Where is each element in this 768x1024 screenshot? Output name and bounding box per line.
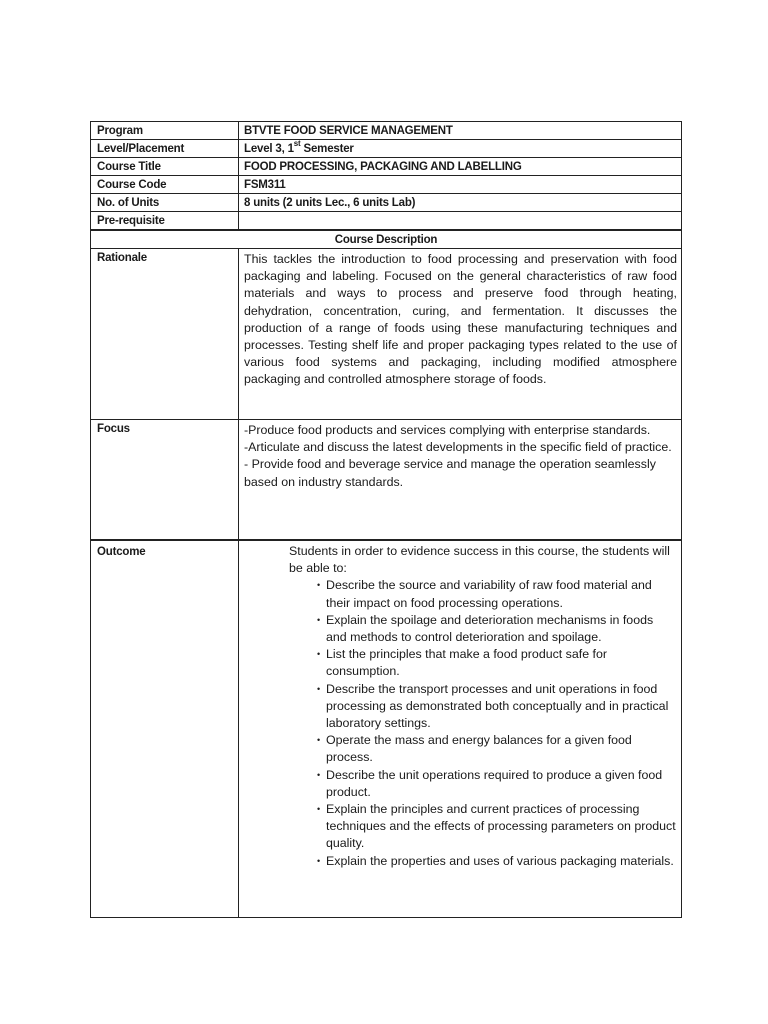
list-item (309, 767, 677, 801)
focus-line: -Produce food products and services complying with enterprise standards. (244, 423, 651, 437)
level-placement-value-main: Level 3, 1 (244, 143, 294, 155)
bullet-icon: • (317, 855, 321, 866)
program-row (91, 122, 681, 140)
course-description-row (91, 231, 681, 249)
units-label: No. of Units (91, 194, 239, 211)
rationale-row (91, 249, 681, 420)
focus-line: -Articulate and discuss the latest developments in the specific field of practice. (244, 440, 672, 455)
bullet-icon: • (317, 769, 321, 780)
outcome-item-text: Describe the unit operations required to produce a given food product. (326, 767, 663, 799)
outcome-item-text: Describe the source and variability of raw food material and their impact on food processing operations. (326, 578, 652, 610)
focus-label: Focus (91, 420, 239, 539)
level-placement-value (239, 140, 681, 157)
list-item (309, 646, 677, 680)
rationale-text: This tackles the introduction to food processing and preservation with food packaging and labeling. Focused on the general characteristics of raw food materials and ways to process and preserve food through heating, dehydration, concentration, curing, and fermentation. It discusses the production of a range of foods using these manufacturing techniques and processes. Testing shelf life and proper packaging types related to the use of various food systems and packaging, including modified atmosphere packaging and controlled atmosphere storage of foods. (244, 252, 677, 387)
list-item (309, 732, 677, 766)
focus-row (91, 420, 681, 541)
course-title-label: Course Title (91, 158, 239, 175)
outcome-item-text: Explain the spoilage and deterioration mechanisms in foods and methods to control deterioration and spoilage. (326, 612, 654, 645)
level-placement-value-suffix: Semester (300, 143, 354, 155)
course-syllabus-table (90, 121, 682, 918)
prerequisite-value (239, 212, 681, 229)
outcome-item-text: Explain the principles and current practices of processing techniques and the effects of processing parameters on product quality. (326, 802, 676, 851)
outcome-item-text: List the principles that make a food product safe for consumption. (326, 647, 608, 679)
outcome-item-text: Explain the properties and uses of various packaging materials. (326, 853, 674, 868)
program-label: Program (91, 122, 239, 139)
level-placement-label: Level/Placement (91, 140, 239, 157)
focus-line: - Provide food and beverage service and manage the operation seamlessly based on industry standards. (244, 457, 656, 489)
bullet-icon: • (317, 804, 321, 815)
list-item (309, 577, 677, 611)
outcome-item-text: Describe the transport processes and unit operations in food processing as demonstrated both conceptually and in practical laboratory settings. (326, 681, 669, 731)
bullet-icon: • (317, 580, 321, 591)
prerequisite-label: Pre-requisite (91, 212, 239, 229)
outcome-label: Outcome (91, 541, 239, 917)
prerequisite-row (91, 212, 681, 231)
rationale-label: Rationale (91, 249, 239, 419)
list-item (309, 612, 677, 646)
list-item (309, 801, 677, 853)
bullet-icon: • (317, 649, 321, 660)
units-value: 8 units (2 units Lec., 6 units Lab) (244, 197, 416, 209)
course-code-label: Course Code (91, 176, 239, 193)
program-value: BTVTE FOOD SERVICE MANAGEMENT (244, 125, 453, 137)
units-row (91, 194, 681, 212)
bullet-icon: • (317, 683, 321, 694)
outcome-row (91, 541, 681, 917)
outcome-item-text: Operate the mass and energy balances for a given food process. (326, 733, 632, 765)
course-title-value: FOOD PROCESSING, PACKAGING AND LABELLING (244, 161, 522, 173)
level-placement-row (91, 140, 681, 158)
list-item (309, 853, 677, 870)
bullet-icon: • (317, 735, 321, 746)
list-item (309, 681, 677, 733)
level-placement-superscript: st (293, 139, 301, 149)
course-code-row (91, 176, 681, 194)
focus-text (239, 420, 681, 539)
course-code-value: FSM311 (244, 179, 286, 191)
course-title-row (91, 158, 681, 176)
outcome-intro: Students in order to evidence success in this course, the students will be able to: (289, 544, 670, 576)
course-description-heading: Course Description (334, 234, 438, 246)
bullet-icon: • (317, 614, 321, 625)
outcome-text (239, 541, 681, 917)
outcome-list (289, 577, 677, 869)
